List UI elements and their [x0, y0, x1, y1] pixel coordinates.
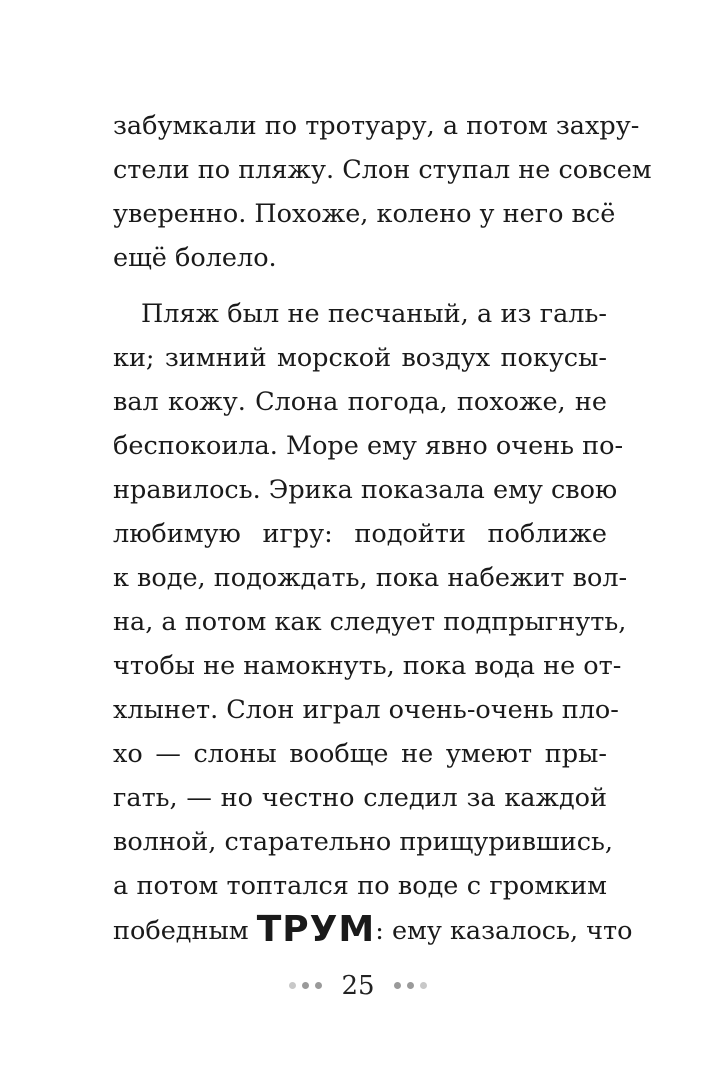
text-line: чтобы не намокнуть, пока вода не от-	[113, 651, 622, 681]
text-line: к воде, подождать, пока набежит вол-	[113, 563, 628, 593]
page-footer	[0, 970, 716, 1002]
text-line: уверенно. Похоже, колено у него всё	[113, 199, 616, 229]
decorative-dot-icon	[315, 982, 322, 989]
decorative-dot-icon	[289, 982, 296, 989]
text-line: хлынет. Слон играл очень-очень пло-	[113, 695, 619, 725]
text-line: ещё болело.	[113, 243, 277, 273]
decorative-dot-icon	[420, 982, 427, 989]
text-line: гать, — но честно следил за каждой	[113, 783, 607, 813]
decorative-dot-icon	[394, 982, 401, 989]
text-line: хо — слоны вообще не умеют пры-	[113, 739, 607, 769]
text-line: стели по пляжу. Слон ступал не совсем	[113, 155, 652, 185]
text-fragment: победным	[113, 916, 257, 946]
text-line: нравилось. Эрика показала ему свою	[113, 475, 618, 505]
paragraph-1	[113, 104, 652, 280]
text-fragment: : ему казалось, что	[375, 916, 633, 946]
paragraph-gap	[113, 280, 607, 292]
decorative-dot-icon	[407, 982, 414, 989]
text-line: забумкали по тротуару, а потом захру-	[113, 111, 640, 141]
text-line: беспокоила. Море ему явно очень по-	[113, 431, 624, 461]
text-line: волной, старательно прищурившись,	[113, 827, 613, 857]
paragraph-2	[113, 292, 633, 952]
text-line: любимую игру: подойти поближе	[113, 519, 607, 549]
emphasis-word: ТРУМ	[256, 909, 376, 950]
text-line: Пляж был не песчаный, а из галь-	[141, 299, 607, 329]
text-line-last	[113, 908, 633, 952]
text-line: вал кожу. Слона погода, похоже, не	[113, 387, 607, 417]
decorative-dot-icon	[302, 982, 309, 989]
page-body	[113, 104, 652, 952]
text-line: а потом топтался по воде с громким	[113, 871, 607, 901]
page-number: 25	[341, 971, 375, 1001]
text-line: ки; зимний морской воздух покусы-	[113, 343, 607, 373]
text-line: на, а потом как следует подпрыгнуть,	[113, 607, 627, 637]
